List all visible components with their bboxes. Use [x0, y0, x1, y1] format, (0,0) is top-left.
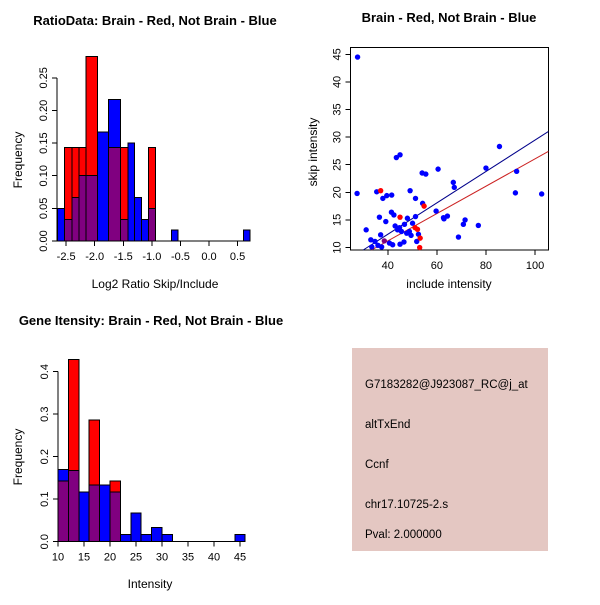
- histogram-bar-overlap: [89, 485, 99, 542]
- histogram-bar-overlap: [58, 481, 68, 542]
- x-tick-label: 60: [430, 260, 443, 272]
- x-tick-label: 40: [381, 260, 394, 272]
- histogram-bar-overlap: [148, 208, 155, 241]
- not-brain-point: [452, 185, 457, 190]
- histogram-bar: [131, 513, 141, 542]
- ratio-histogram-plot-area: [38, 56, 250, 263]
- x-tick-label: -0.5: [170, 251, 190, 263]
- not-brain-point: [497, 144, 502, 149]
- y-tick-label: 0.05: [38, 197, 50, 220]
- y-tick-label: 0.25: [38, 67, 50, 89]
- not-brain-point: [514, 169, 519, 174]
- y-tick-label: 0.1: [39, 491, 51, 507]
- x-tick-label: 45: [233, 551, 247, 564]
- x-tick-label: -1.5: [113, 251, 133, 263]
- ratio_hist-bars: [58, 56, 251, 241]
- y-tick-label: 0.0: [39, 534, 51, 550]
- histogram-bar: [141, 534, 151, 541]
- gene-histogram-chart: [0, 300, 300, 600]
- y-tick-label: 45: [331, 48, 344, 61]
- not-brain-point: [397, 152, 402, 157]
- brain-point: [421, 203, 426, 208]
- not-brain-point: [441, 216, 446, 221]
- ratio-histogram-ylabel: Frequency: [11, 131, 25, 189]
- not-brain-point: [401, 239, 406, 244]
- brain-point: [417, 235, 422, 240]
- histogram-bar: [135, 197, 142, 241]
- y-tick-label: 0.20: [38, 99, 50, 122]
- y-tick-label: 0.00: [38, 230, 50, 252]
- x-tick-label: 25: [129, 551, 143, 564]
- y-tick-label: 15: [331, 213, 344, 227]
- gene-histogram-xlabel: Intensity: [127, 577, 173, 591]
- brain-point: [415, 227, 420, 232]
- x-tick-label: 10: [51, 551, 65, 564]
- not-brain-point: [451, 180, 456, 185]
- event-type-text: altTxEnd: [365, 419, 411, 431]
- panel-ratio-histogram: [0, 0, 300, 300]
- not-brain-point: [399, 229, 404, 234]
- histogram-bar-overlap: [65, 219, 72, 241]
- not-brain-point: [355, 54, 360, 59]
- y-tick-label: 0.15: [38, 132, 50, 154]
- overlap-point: [382, 238, 387, 243]
- not-brain-point: [413, 214, 418, 219]
- not-brain-point: [389, 192, 394, 197]
- intensity_scatter-ticks: [346, 54, 535, 255]
- x-tick-label: 30: [155, 551, 169, 564]
- y-tick-label: 20: [331, 186, 344, 199]
- x-tick-label: 80: [479, 260, 493, 272]
- histogram-bar: [79, 492, 89, 542]
- y-tick-label: 0.4: [39, 364, 51, 380]
- histogram-bar: [152, 528, 162, 542]
- not-brain-point: [462, 217, 467, 222]
- histogram-bar-overlap: [108, 148, 120, 241]
- not-brain-fit-trend-line: [363, 132, 548, 250]
- x-tick-label: 20: [103, 551, 117, 564]
- not-brain-point: [378, 232, 383, 237]
- histogram-bar: [120, 534, 130, 541]
- y-tick-label: 40: [331, 75, 344, 89]
- x-tick-label: -2.5: [56, 251, 76, 263]
- ratio-histogram-xlabel: Log2 Ratio Skip/Include: [91, 277, 219, 291]
- x-tick-label: 0.5: [229, 251, 246, 263]
- not-brain-point: [423, 171, 428, 176]
- histogram-bar-overlap: [86, 176, 97, 241]
- y-tick-label: 25: [331, 158, 344, 171]
- not-brain-point: [369, 244, 374, 249]
- y-tick-label: 30: [331, 130, 344, 144]
- scatter-ylabel: skip intensity: [306, 117, 320, 187]
- y-tick-label: 0.3: [39, 406, 51, 422]
- not-brain-point: [402, 222, 407, 227]
- not-brain-point: [391, 212, 396, 217]
- gene-symbol-text: Ccnf: [365, 459, 389, 471]
- ratio-histogram-chart: [0, 0, 300, 300]
- probe-id-text: G7183282@J923087_RC@j_at: [365, 379, 528, 391]
- gene-info-panel: [300, 300, 600, 600]
- histogram-bar-overlap: [120, 219, 127, 241]
- gene_hist-x-axis: [56, 542, 241, 547]
- scatter-xlabel: include intensity: [406, 277, 492, 291]
- chromosome-location-text: chr17.10725-2.s: [365, 499, 449, 511]
- x-tick-label: 35: [181, 551, 195, 564]
- histogram-bar: [162, 534, 172, 541]
- y-tick-label: 0.10: [38, 165, 50, 187]
- histogram-bar: [243, 230, 250, 241]
- histogram-bar: [142, 219, 149, 241]
- y-tick-label: 10: [331, 241, 344, 254]
- not-brain-point: [407, 188, 412, 193]
- not-brain-point: [384, 193, 389, 198]
- histogram-bar: [171, 230, 178, 241]
- panel-intensity-scatter: [300, 0, 600, 300]
- ratio_hist-y-axis: [52, 78, 57, 241]
- not-brain-point: [435, 166, 440, 171]
- gene-histogram-title: Gene Itensity: Brain - Red, Not Brain - Blue: [18, 313, 284, 328]
- x-tick-label: -1.0: [142, 251, 162, 263]
- histogram-bar-overlap: [68, 471, 78, 542]
- x-tick-label: 0.0: [201, 251, 217, 263]
- intensity-scatter-chart: [300, 0, 600, 300]
- not-brain-point: [513, 190, 518, 195]
- x-tick-label: 100: [525, 260, 545, 272]
- histogram-bar: [128, 143, 135, 241]
- brain-point: [417, 245, 422, 250]
- not-brain-point: [363, 227, 368, 232]
- not-brain-point: [408, 233, 413, 238]
- not-brain-point: [476, 223, 481, 228]
- histogram-bar: [100, 485, 110, 542]
- not-brain-point: [379, 244, 384, 249]
- not-brain-point: [433, 208, 438, 213]
- gene_hist-y-axis: [53, 372, 58, 542]
- not-brain-point: [539, 191, 544, 196]
- pvalue-text: Pval: 2.000000: [365, 529, 442, 541]
- y-tick-label: 35: [331, 103, 344, 116]
- gene_hist-bars: [58, 359, 245, 541]
- x-tick-label: 40: [207, 551, 221, 564]
- brain-point: [397, 214, 402, 219]
- histogram-bar: [235, 534, 245, 541]
- not-brain-point: [405, 216, 410, 221]
- trend-lines: [363, 132, 548, 250]
- ratio-histogram-title: RatioData: Brain - Red, Not Brain - Blue: [33, 13, 277, 28]
- not-brain-point: [413, 196, 418, 201]
- not-brain-point: [390, 242, 395, 247]
- x-tick-label: -2.0: [85, 251, 105, 263]
- histogram-bar-overlap: [110, 492, 120, 542]
- brain-point: [378, 188, 383, 193]
- not-brain-point: [383, 219, 388, 224]
- ratio_hist-x-axis: [55, 241, 246, 246]
- histogram-bar: [58, 208, 65, 241]
- histogram-bar-overlap: [79, 176, 86, 241]
- y-tick-label: 0.2: [39, 449, 51, 465]
- gene-histogram-plot-area: [39, 359, 246, 563]
- not-brain-point: [377, 214, 382, 219]
- gene-histogram-ylabel: Frequency: [11, 428, 25, 486]
- not-brain-point: [456, 234, 461, 239]
- scatter-title: Brain - Red, Not Brain - Blue: [361, 10, 537, 25]
- scatter-plot-area: [332, 48, 549, 272]
- panel-gene-histogram: [0, 300, 300, 600]
- not-brain-point: [483, 165, 488, 170]
- panel-gene-info: [300, 300, 600, 600]
- histogram-bar-overlap: [72, 197, 79, 241]
- x-tick-label: 15: [77, 551, 91, 564]
- not-brain-point: [354, 191, 359, 196]
- histogram-bar: [98, 132, 109, 241]
